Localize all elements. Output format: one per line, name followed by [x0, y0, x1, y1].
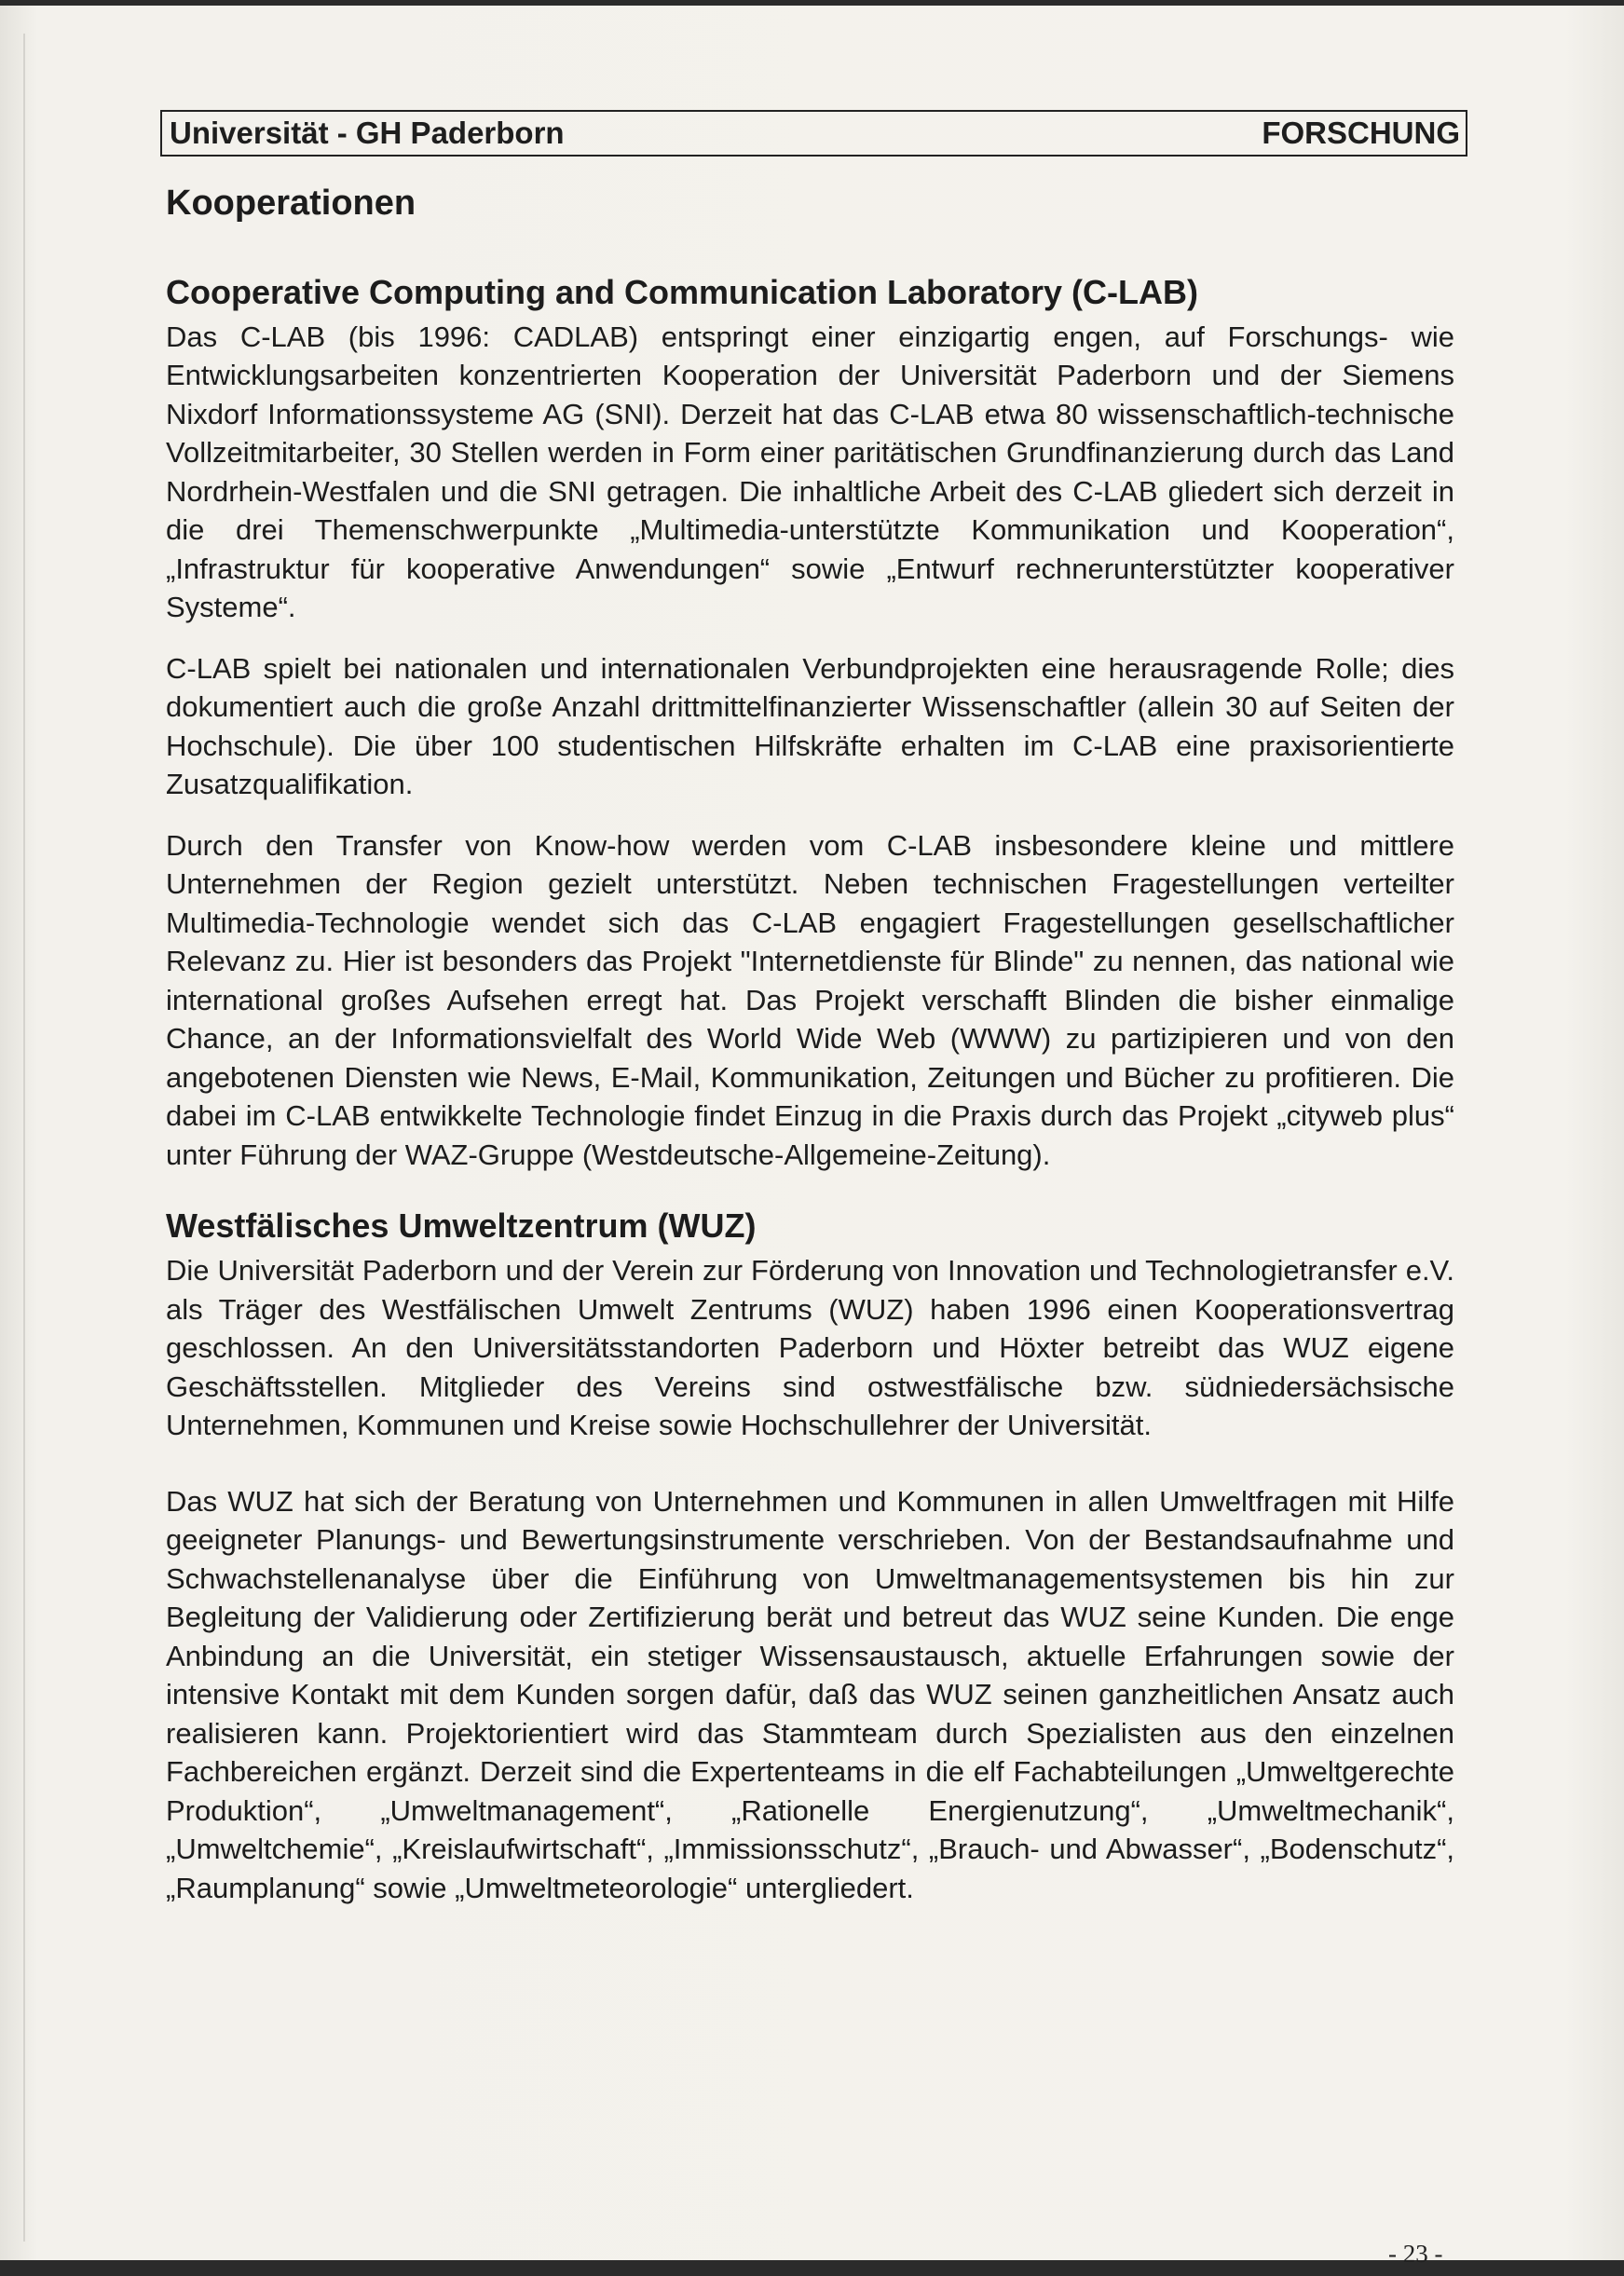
section-heading-wuz: Westfälisches Umweltzentrum (WUZ) — [166, 1206, 757, 1246]
clab-paragraph-1: Das C-LAB (bis 1996: CADLAB) entspringt einer einzigartig engen, auf Forschungs- wie Entwicklungsarbeiten konzentrierten Kooperation der Universität Paderborn und der Siemens Nixdorf Informationssysteme AG (SNI). Derzeit hat das C-LAB etwa 80 wissenschaftlich-technische Vollzeitmitarbeiter, 30 Stellen werden in Form einer paritätischen Grundfinanzierung durch das Land Nordrhein-Westfalen und die SNI getragen. Die inhaltliche Arbeit des C-LAB gliedert sich derzeit in die drei Themenschwerpunkte „Multimedia-unterstützte Kommunikation und Kooperation“, „Infrastruktur für kooperative Anwendungen“ sowie „Entwurf rechnerunterstützter kooperativer Systeme“. — [166, 320, 1454, 624]
wuz-paragraph-2: Das WUZ hat sich der Beratung von Unternehmen und Kommunen in allen Umweltfragen mit Hilfe geeigneter Planungs- und Bewertungsinstrumente verschrieben. Von der Bestandsaufnahme und Schwachstellenanalyse über die Einführung von Umweltmanagementsystemen bis hin zur Begleitung der Validierung oder Zertifizierung berät und betreut das WUZ seine Kunden. Die enge Anbindung an die Universität, ein stetiger Wissensaustausch, aktuelle Erfahrungen sowie der intensive Kontakt mit dem Kunden sorgen dafür, daß das WUZ seinen ganzheitlichen Ansatz auch realisieren kann. Projektorientiert wird das Stammteam durch Spezialisten aus den einzelnen Fachbereichen ergänzt. Derzeit sind die Expertenteams in die elf Fachabteilungen „Umweltgerechte Produktion“, „Umweltmanagement“, „Rationelle Energienutzung“, „Umweltmechanik“, „Umweltchemie“, „Kreislaufwirtschaft“, „Immissionsschutz“, „Brauch- und Abwasser“, „Bodenschutz“, „Raumplanung“ sowie „Umweltmeteorologie“ untergliedert. — [166, 1484, 1454, 1904]
wuz-paragraph-1: Die Universität Paderborn und der Verein zur Förderung von Innovation und Technologietransfer e.V. als Träger des Westfälischen Umwelt Zentrums (WUZ) haben 1996 einen Kooperationsvertrag geschlossen. An den Universitätsstandorten Paderborn und Höxter betreibt das WUZ eigene Geschäftsstellen. Mitglieder des Vereins sind ostwestfälische bzw. südniedersächsische Unternehmen, Kommunen und Kreise sowie Hochschullehrer der Universität. — [166, 1254, 1454, 1442]
clab-paragraph-2: C-LAB spielt bei nationalen und internationalen Verbundprojekten eine herausragende Rolle; dies dokumentiert auch die große Anzahl drittmittelfinanzierter Wissenschaftler (allein 30 auf Seiten der Hochschule). Die über 100 studentischen Hilfskräfte erhalten im C-LAB eine praxisorientierte Zusatzqualifikation. — [166, 651, 1454, 801]
page-title: Kooperationen — [166, 184, 416, 223]
header-institution: Universität - GH Paderborn — [170, 116, 565, 150]
main-content — [166, 183, 1454, 1929]
document-page — [0, 6, 1624, 2268]
running-header — [160, 110, 1467, 157]
section-heading-clab: Cooperative Computing and Communication Laboratory (C-LAB) — [166, 272, 1199, 311]
header-section: FORSCHUNG — [1262, 116, 1460, 150]
clab-paragraph-3: Durch den Transfer von Know-how werden vom C-LAB insbesondere kleine und mittlere Unternehmen der Region gezielt unterstützt. Neben technischen Fragestellungen verteilter Multimedia-Technologie wendet sich das C-LAB engagiert Fragestellungen gesellschaftlicher Relevanz zu. Hier ist besonders das Projekt "Internetdienste für Blinde" zu nennen, das national wie international großes Aufsehen erregt hat. Das Projekt verschafft Blinden die bisher einmalige Chance, an der Informationsvielfalt des World Wide Web (WWW) zu partizipieren und von den angebotenen Diensten wie News, E-Mail, Kommunikation, Zeitungen und Bücher zu profitieren. Die dabei im C-LAB entwikkelte Technologie findet Einzug in die Praxis durch das Projekt „cityweb plus“ unter Führung der WAZ-Gruppe (Westdeutsche-Allgemeine-Zeitung). — [166, 828, 1454, 1171]
page-number: - 23 - — [1388, 2240, 1443, 2268]
